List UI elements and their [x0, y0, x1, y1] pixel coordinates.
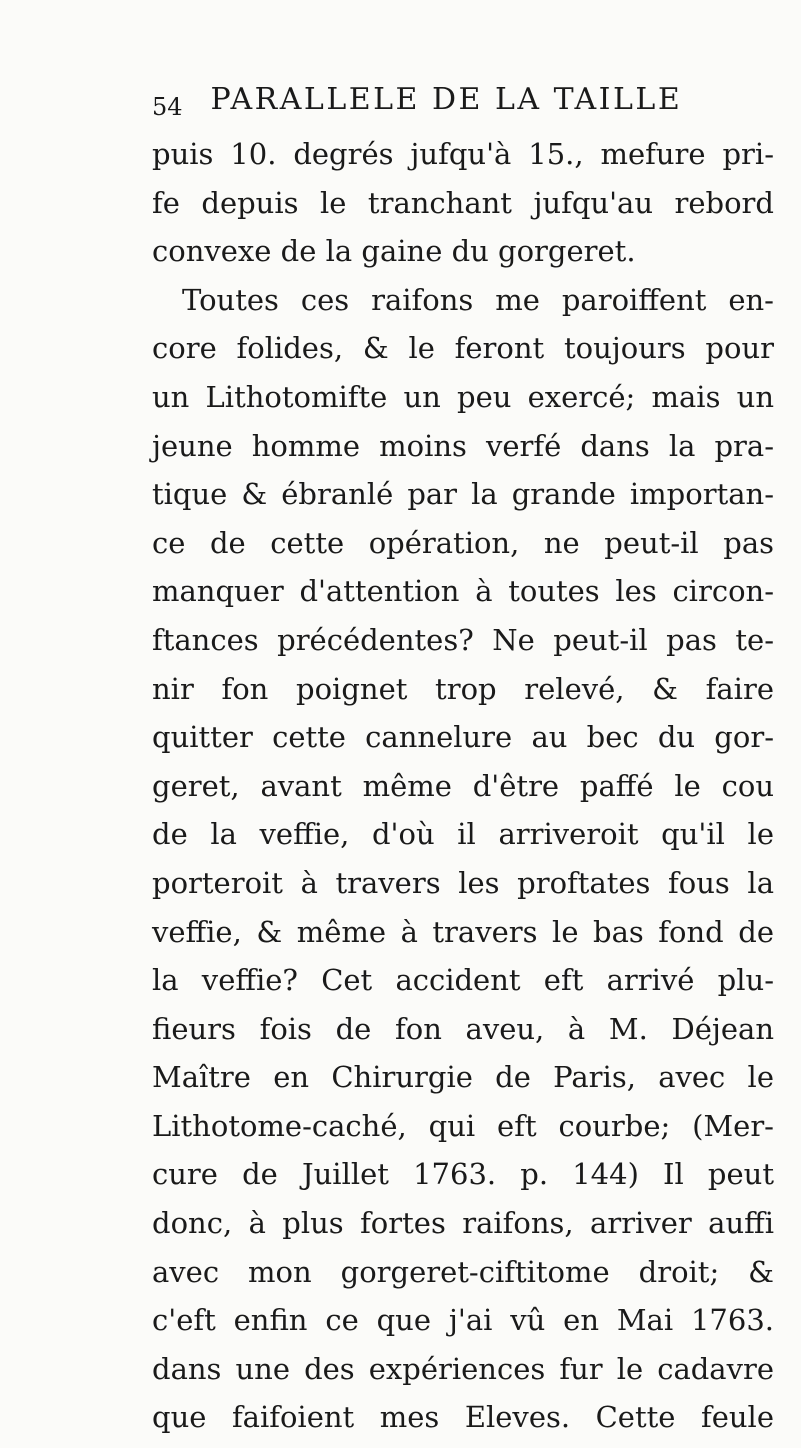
text-line: Lithotome-caché, qui eft courbe; (Mer-: [152, 1108, 774, 1143]
text-line: porteroit à travers les proftates fous la: [152, 865, 774, 900]
text-line: un Lithotomifte un peu exercé; mais un: [152, 379, 774, 414]
text-line: c'eft enfin ce que j'ai vû en Mai 1763.: [152, 1303, 774, 1338]
text-line: veffie, & même à travers le bas fond de: [152, 914, 774, 949]
text-line: Maître en Chirurgie de Paris, avec le: [152, 1060, 774, 1095]
page-number: 54: [152, 93, 183, 121]
text-line: nir fon poignet trop relevé, & faire: [152, 671, 774, 706]
text-line: fieurs fois de fon aveu, à M. Déjean: [152, 1011, 774, 1046]
text-line: avec mon gorgeret-ciftitome droit; &: [152, 1254, 774, 1289]
text-line: de la veffie, d'où il arriveroit qu'il le: [152, 817, 774, 852]
text-line: dans une des expériences fur le cadavre: [152, 1351, 774, 1386]
text-line: core folides, & le feront toujours pour: [152, 331, 774, 366]
text-line: cure de Juillet 1763. p. 144) Il peut: [152, 1157, 774, 1192]
text-line: convexe de la gaine du gorgeret.: [152, 234, 636, 269]
text-line: tique & ébranlé par la grande importan-: [152, 477, 774, 512]
text-line: fe depuis le tranchant jufqu'au rebord: [152, 185, 774, 220]
running-head: [152, 82, 792, 122]
text-line: jeune homme moins verfé dans la pra-: [152, 428, 774, 463]
text-line: ce de cette opération, ne peut-il pas: [152, 525, 774, 560]
text-line: donc, à plus fortes raifons, arriver auffi: [152, 1206, 774, 1241]
text-line: Toutes ces raifons me paroiffent en-: [182, 282, 774, 317]
text-line: manquer d'attention à toutes les circon-: [152, 574, 774, 609]
text-line: que faifoient mes Eleves. Cette feule: [152, 1400, 774, 1435]
text-line: puis 10. degrés jufqu'à 15., mefure pri-: [152, 137, 774, 171]
running-title: PARALLELE DE LA TAILLE: [210, 82, 683, 117]
text-line: geret, avant même d'être paffé le cou: [152, 768, 774, 803]
text-line: ftances précédentes? Ne peut-il pas te-: [152, 622, 774, 657]
body-text: [152, 130, 774, 1442]
text-line: quitter cette cannelure au bec du gor-: [152, 720, 774, 755]
text-line: la veffie? Cet accident eft arrivé plu-: [152, 963, 774, 998]
